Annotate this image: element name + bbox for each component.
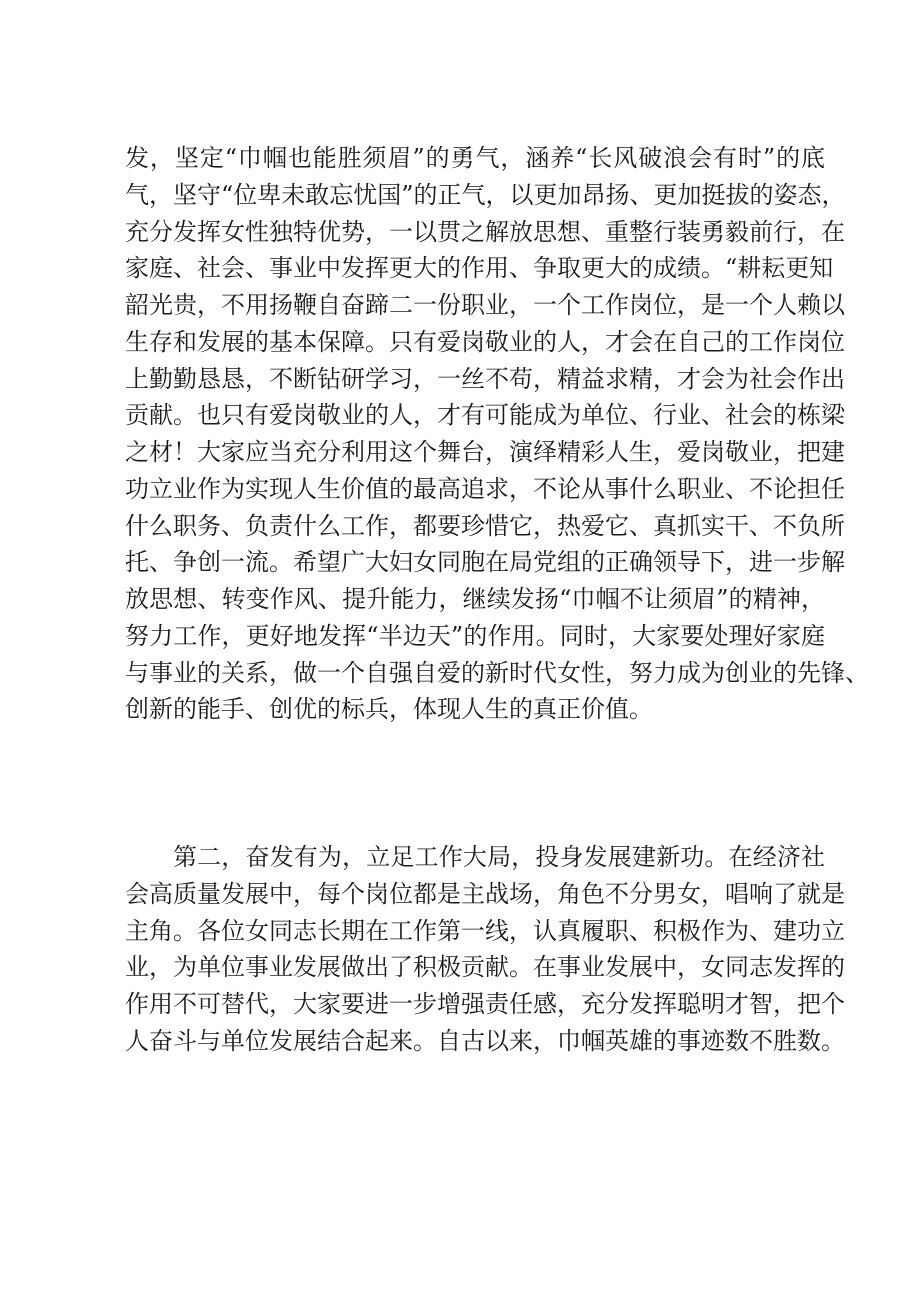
text-line: 气，坚守“位卑未敢忘忧国”的正气，以更加昂扬、更加挺拔的姿态， xyxy=(125,180,846,209)
text-line: 会高质量发展中，每个岗位都是主战场，角色不分男女，唱响了就是 xyxy=(125,879,845,908)
paragraph-2 xyxy=(125,839,845,1060)
text-line: 主角。各位女同志长期在工作第一线，认真履职、积极作为、建功立 xyxy=(125,916,845,945)
text-line: 贡献。也只有爱岗敬业的人，才有可能成为单位、行业、社会的栋梁 xyxy=(125,401,845,430)
text-line: 作用不可替代，大家要进一步增强责任感，充分发挥聪明才智，把个 xyxy=(125,990,845,1018)
text-line: 充分发挥女性独特优势，一以贯之解放思想、重整行装勇毅前行，在 xyxy=(125,217,845,246)
text-line: 家庭、社会、事业中发挥更大的作用、争取更大的成绩。“耕耘更知 xyxy=(125,254,834,283)
text-line: 与事业的关系，做一个自强自爱的新时代女性，努力成为创业的先锋、 xyxy=(125,658,869,687)
text-line: 发，坚定“巾帼也能胜须眉”的勇气，涵养“长风破浪会有时”的底 xyxy=(125,144,825,172)
text-line: 创新的能手、创优的标兵，体现人生的真正价值。 xyxy=(125,695,653,724)
text-line: 生存和发展的基本保障。只有爱岗敬业的人，才会在自己的工作岗位 xyxy=(125,327,845,356)
text-line: 人奋斗与单位发展结合起来。自古以来，巾帼英雄的事迹数不胜数。 xyxy=(125,1026,845,1055)
text-line: 之材！大家应当充分利用这个舞台，演绎精彩人生，爱岗敬业，把建 xyxy=(125,438,845,466)
text-line: 放思想、转变作风、提升能力，继续发扬“巾帼不让须眉”的精神， xyxy=(125,585,825,613)
text-line: 什么职务、负责什么工作，都要珍惜它，热爱它、真抓实干、不负所 xyxy=(125,511,845,540)
text-line: 业，为单位事业发展做出了积极贡献。在事业发展中，女同志发挥的 xyxy=(125,953,845,982)
paragraph-1 xyxy=(125,140,869,728)
text-line: 韶光贵，不用扬鞭自奋蹄二一份职业，一个工作岗位，是一个人赖以 xyxy=(125,291,845,319)
text-line: 托、争创一流。希望广大妇女同胞在局党组的正确领导下，进一步解 xyxy=(125,548,845,577)
text-line: 功立业作为实现人生价值的最高追求，不论从事什么职业、不论担任 xyxy=(125,474,845,503)
text-line: 努力工作，更好地发挥“半边天”的作用。同时，大家要处理好家庭 xyxy=(125,621,825,650)
text-line: 上勤勤恳恳，不断钻研学习，一丝不苟，精益求精，才会为社会作出 xyxy=(125,364,845,393)
text-line: 第二，奋发有为，立足工作大局，投身发展建新功。在经济社 xyxy=(173,843,825,871)
